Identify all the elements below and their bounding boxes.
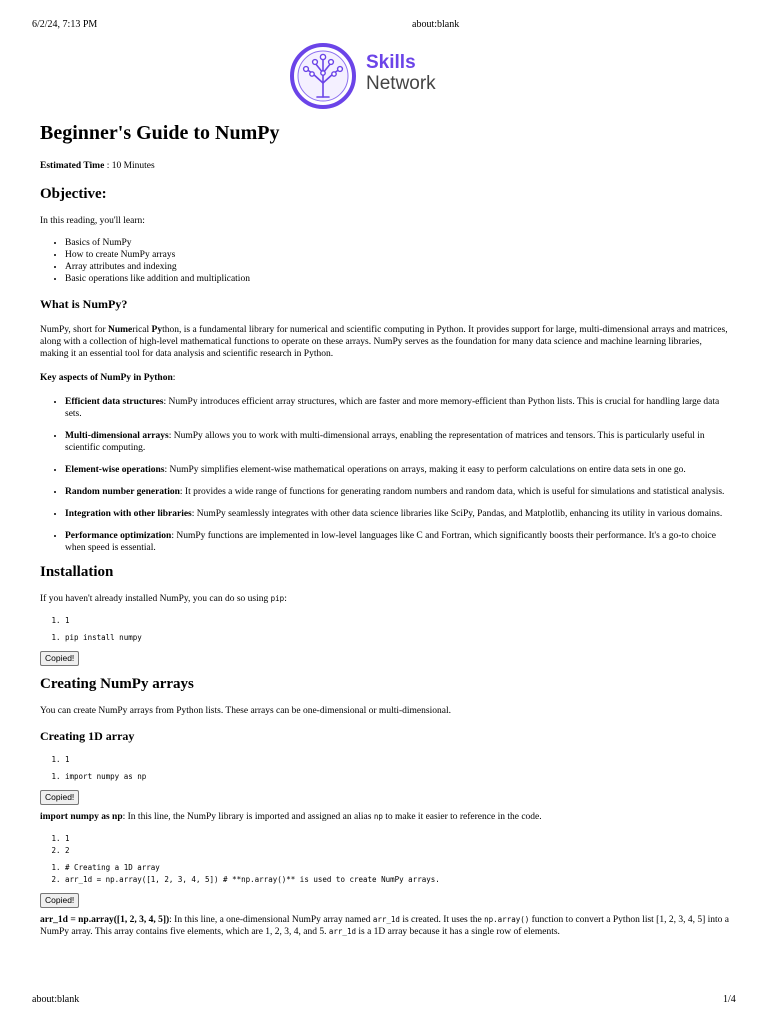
print-header-url: about:blank [412,19,460,30]
list-item: • Basic operations like addition and multiplication [65,273,730,285]
text: is a 1D array because it has a single row of elements. [355,927,560,937]
code-line: 1. import numpy as np [65,771,730,783]
estimated-time [40,160,730,172]
line-numbers [40,615,730,627]
code-line: 1. # Creating a 1D array [65,862,730,874]
copy-button[interactable]: Copied! [40,651,79,666]
what-is-heading: What is NumPy? [40,297,128,311]
aspect-desc: : NumPy seamlessly integrates with other data science libraries like SciPy, Pandas, and Matplotlib, enhancing its utility in various domains. [191,509,723,519]
list-item [65,530,730,554]
key-aspects-list [40,396,730,554]
code-line: 2. arr_1d = np.array([1, 2, 3, 4, 5]) # **np.array()** is used to create NumPy arrays. [65,874,730,886]
aspect-desc: : NumPy functions are implemented in low-level languages like C and Fortran, which significantly boosts their performance. It's a go-to choice when speed is essential. [65,531,716,553]
line-number: 2. 2 [65,845,730,857]
estimated-time-label: Estimated Time [40,161,105,171]
article-content [40,122,730,938]
text: rical [132,325,152,335]
import-explanation [40,811,730,823]
copy-button[interactable]: Copied! [40,893,79,908]
aspect-desc: : NumPy simplifies element-wise mathematical operations on arrays, making it easy to perform calculations on entire data sets in one go. [164,465,686,475]
aspect-term: Efficient data structures [65,397,164,407]
aspect-desc: : NumPy introduces efficient array structures, which are faster and more memory-efficient than Python lists. This is crucial for handling large data sets. [65,397,720,419]
code-block [40,632,730,644]
list-item: • Array attributes and indexing [65,261,730,273]
list-item [65,486,730,498]
objective-intro: In this reading, you'll learn: [40,216,145,226]
copy-button[interactable]: Copied! [40,790,79,805]
inline-code: np [373,812,383,821]
print-footer-url: about:blank [32,994,80,1005]
logo-network-text: Network [366,73,436,94]
inline-code: arr_1d [328,927,356,936]
text: to make it easier to reference in the code. [382,812,542,822]
text: : In this line, a one-dimensional NumPy array named [169,915,373,925]
code-block [40,771,730,783]
line-number: 1. 1 [65,615,730,627]
objective-heading: Objective: [40,186,107,202]
list-item [65,396,730,420]
line-numbers [40,754,730,766]
list-item [65,464,730,476]
list-item [65,508,730,520]
text: : In this line, the NumPy library is imported and assigned an alias [122,812,374,822]
bold-text: arr_1d = np.array([1, 2, 3, 4, 5]) [40,915,170,925]
bold-text: import numpy as np [40,812,123,822]
list-item [65,430,730,454]
bold-text: Py [151,325,163,335]
line-number: 1. 1 [65,833,730,845]
inline-code: pip [270,594,285,603]
text: If you haven't already installed NumPy, you can do so using [40,594,271,604]
aspect-term: Random number generation [65,487,180,497]
array-explanation [40,914,730,938]
text: thon, is a fundamental library for numerical and scientific computing in Python. It provides support for large, multi-dimensional arrays and matrices, along with a collection of high-level mathematical functions to operate on these arrays. NumPy serves as the foundation for many data science and machine learning libraries, making it an essential tool for data analysis and scientific research in Python. [40,325,728,359]
line-numbers [40,833,730,857]
text: is created. It uses the [399,915,485,925]
list-item: • How to create NumPy arrays [65,249,730,261]
key-aspects-heading [40,372,730,384]
aspect-term: Performance optimization [65,531,172,541]
text: NumPy, short for [40,325,108,335]
print-footer-page: 1/4 [723,994,736,1005]
inline-code: np.array() [484,915,530,924]
code-line: 1. pip install numpy [65,632,730,644]
list-item: • Basics of NumPy [65,237,730,249]
aspect-term: Multi-dimensional arrays [65,431,169,441]
bold-text: Key aspects of NumPy in Python [40,373,173,383]
creating-1d-heading: Creating 1D array [40,729,135,743]
page-title: Beginner's Guide to NumPy [40,122,280,144]
creating-intro: You can create NumPy arrays from Python lists. These arrays can be one-dimensional or multi-dimensional. [40,706,451,716]
aspect-term: Integration with other libraries [65,509,192,519]
tree-network-icon [290,41,356,111]
what-is-paragraph [40,324,730,360]
code-block [40,862,730,886]
creating-heading: Creating NumPy arrays [40,676,194,692]
aspect-desc: : NumPy allows you to work with multi-dimensional arrays, enabling the representation of matrices and tensors. This is particularly useful in scientific computing. [65,431,705,453]
inline-code: arr_1d [372,915,400,924]
line-number: 1. 1 [65,754,730,766]
text: function to convert a Python list [1, 2, 3, 4, 5] into a NumPy array. This array contains five elements, which are 1, 2, 3, 4, and 5. [40,915,730,937]
installation-text [40,593,730,605]
print-header-datetime: 6/2/24, 7:13 PM [32,19,98,30]
estimated-time-value: : 10 Minutes [104,161,155,171]
text: : [172,373,176,383]
text: : [284,594,287,604]
objective-list [40,237,730,285]
bold-text: Nume [108,325,133,335]
skills-network-logo [290,41,446,111]
installation-heading: Installation [40,564,114,580]
logo-skills-text: Skills [366,52,416,73]
aspect-term: Element-wise operations [65,465,165,475]
aspect-desc: : It provides a wide range of functions for generating random numbers and random data, which is useful for simulations and statistical analysis. [179,487,725,497]
